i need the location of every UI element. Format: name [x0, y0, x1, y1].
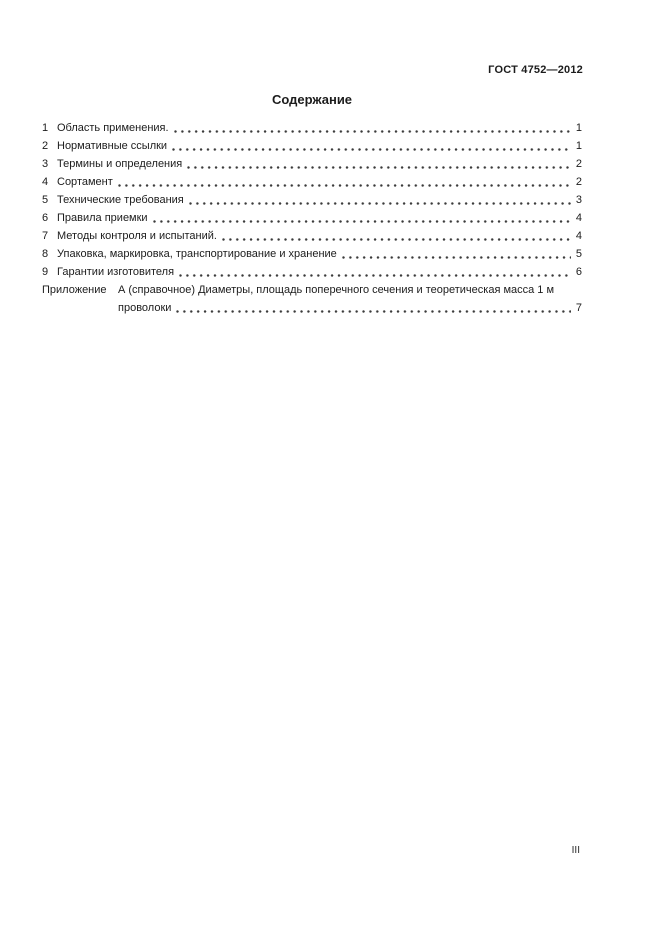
toc-entry-page: 3 — [575, 194, 582, 206]
toc-entry-label: проволоки — [118, 302, 172, 314]
toc-entry-page: 4 — [575, 230, 582, 242]
toc-entry-label: Методы контроля и испытаний. — [57, 230, 217, 242]
toc-entry-label: Сортамент — [57, 176, 113, 188]
toc-entry — [42, 155, 582, 173]
toc-entry-number: 1 — [42, 122, 49, 134]
toc-entry-label: Гарантии изготовителя — [57, 266, 175, 278]
toc-entry-appendix — [42, 281, 582, 299]
toc-entry-page: 5 — [575, 248, 582, 260]
toc-entry — [42, 137, 582, 155]
toc-entry-page: 4 — [575, 212, 582, 224]
dot-leader — [151, 209, 571, 227]
toc-entry-label: Технические требования — [57, 194, 184, 206]
toc-entry-page: 1 — [575, 122, 582, 134]
toc-entry-number: 3 — [42, 158, 49, 170]
toc-entry-label: Упаковка, маркировка, транспортирование и хранение — [57, 248, 337, 260]
toc-entry-number: 9 — [42, 266, 49, 278]
toc-entry — [42, 209, 582, 227]
toc-entry-appendix-continuation — [42, 299, 582, 317]
toc-entry — [42, 191, 582, 209]
dot-leader — [177, 263, 571, 281]
toc-entry-number: 4 — [42, 176, 49, 188]
toc-entry — [42, 263, 582, 281]
toc-entry-number: 8 — [42, 248, 49, 260]
toc-entry-number: 2 — [42, 140, 49, 152]
dot-leader — [185, 155, 571, 173]
toc-entry-page: 2 — [575, 158, 582, 170]
dot-leader — [220, 227, 571, 245]
dot-leader — [187, 191, 571, 209]
toc-entry-page: 6 — [575, 266, 582, 278]
toc-entry-prefix: Приложение — [42, 284, 107, 296]
standard-code: ГОСТ 4752—2012 — [488, 64, 583, 76]
contents-title: Содержание — [271, 92, 353, 107]
toc-entry-number: 7 — [42, 230, 49, 242]
toc-entry-page: 7 — [575, 302, 582, 314]
dot-leader — [170, 137, 571, 155]
table-of-contents — [42, 119, 582, 317]
dot-leader — [174, 299, 571, 317]
toc-entry-label: А (справочное) Диаметры, площадь поперечного сечения и теоретическая масса 1 м — [118, 284, 555, 296]
toc-entry — [42, 227, 582, 245]
toc-entry-label: Термины и определения — [57, 158, 183, 170]
toc-entry — [42, 119, 582, 137]
toc-entry-label: Область применения. — [57, 122, 169, 134]
toc-entry-label: Нормативные ссылки — [57, 140, 168, 152]
toc-entry — [42, 245, 582, 263]
toc-entry — [42, 173, 582, 191]
toc-entry-label: Правила приемки — [57, 212, 148, 224]
toc-entry-number: 6 — [42, 212, 49, 224]
sheet-number: III — [571, 845, 580, 856]
dot-leader — [340, 245, 571, 263]
dot-leader — [116, 173, 571, 191]
toc-entry-number: 5 — [42, 194, 49, 206]
toc-entry-page: 2 — [575, 176, 582, 188]
toc-entry-page: 1 — [575, 140, 582, 152]
dot-leader — [172, 119, 571, 137]
